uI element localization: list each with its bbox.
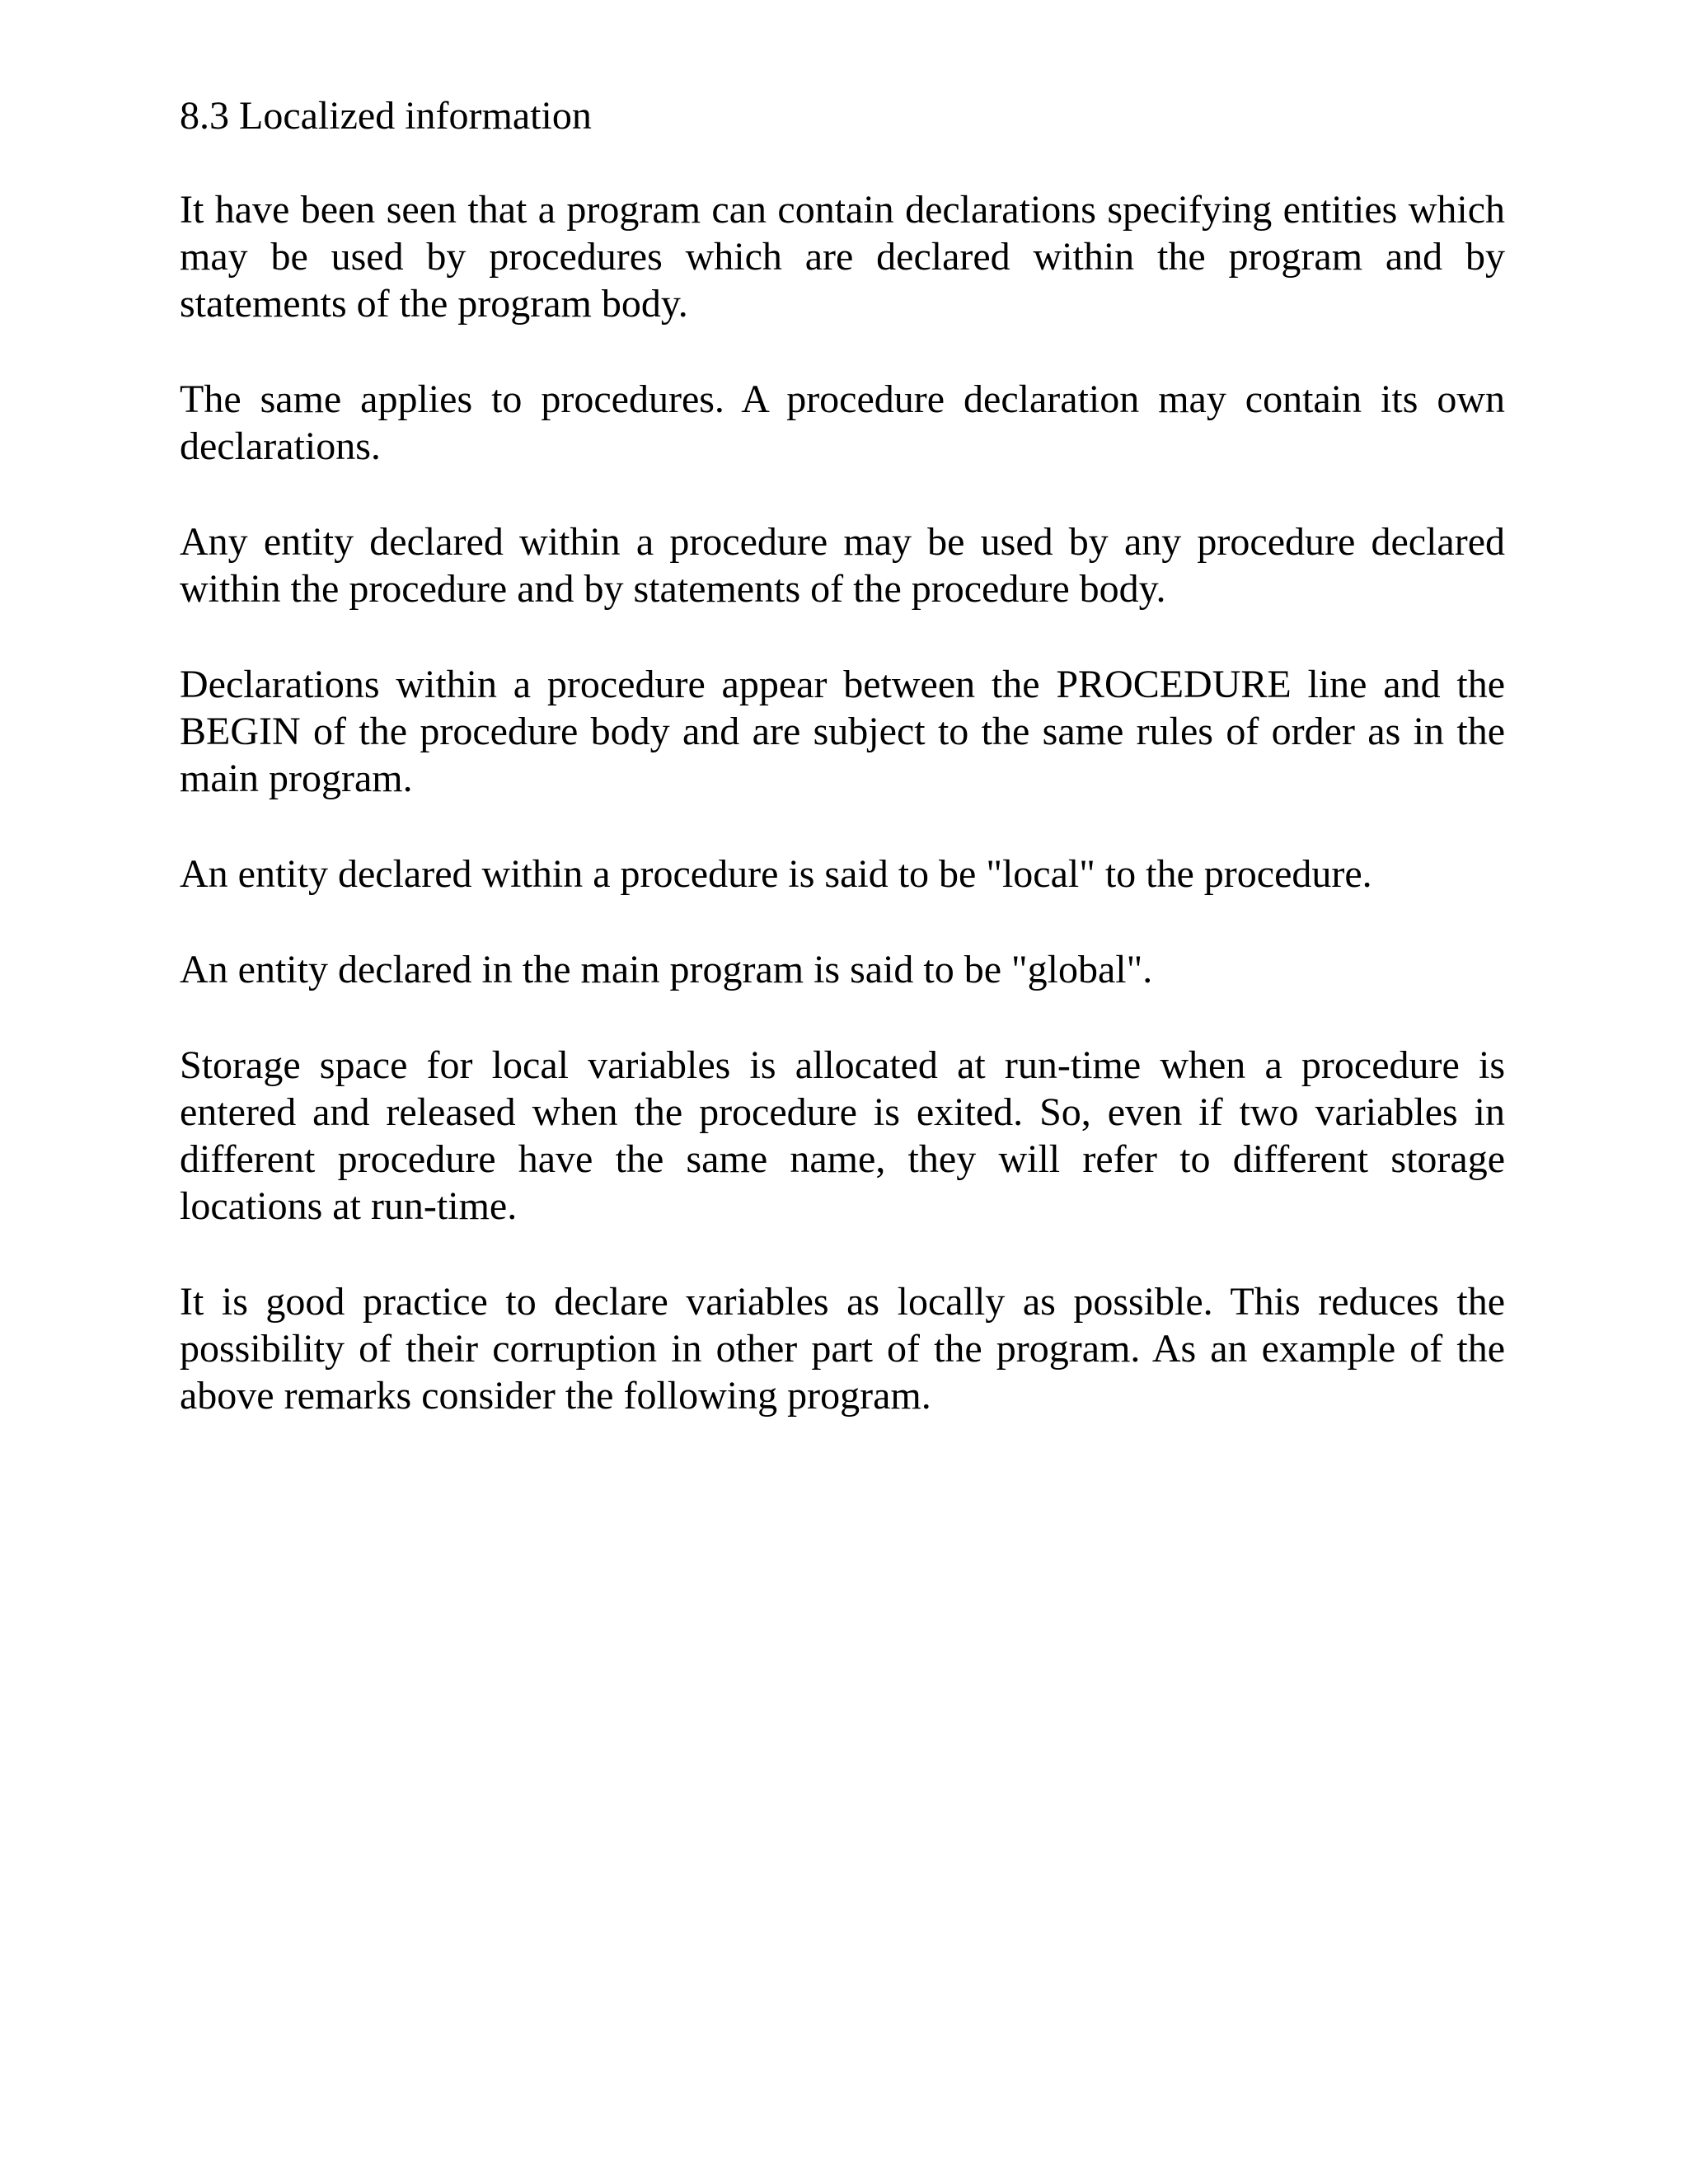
section-heading: 8.3 Localized information [180,94,592,138]
paragraph-3: Any entity declared within a procedure may be used by any procedure declared within the procedure and by statements of the procedure body. [180,520,1505,611]
paragraph-4: Declarations within a procedure appear between the PROCEDURE line and the BEGIN of the procedure body and are subject to the same rules of order as in the main program. [180,663,1505,800]
paragraph-1: It have been seen that a program can contain declarations specifying entities which may be used by procedures which are declared within the program and by statements of the program body. [180,188,1505,326]
paragraph-6: An entity declared in the main program is said to be "global". [180,948,1153,991]
document-page [180,92,1505,1419]
paragraph-5: An entity declared within a procedure is said to be "local" to the procedure. [180,852,1372,896]
paragraph-7: Storage space for local variables is allocated at run-time when a procedure is entered and released when the procedure is exited. So, even if two variables in different procedure have the same name, they will refer to different storage locations at run-time. [180,1043,1505,1228]
paragraph-2: The same applies to procedures. A procedure declaration may contain its own declarations. [180,377,1505,468]
paragraph-8: It is good practice to declare variables as locally as possible. This reduces the possibility of their corruption in other part of the program. As an example of the above remarks consider the following program. [180,1280,1505,1418]
